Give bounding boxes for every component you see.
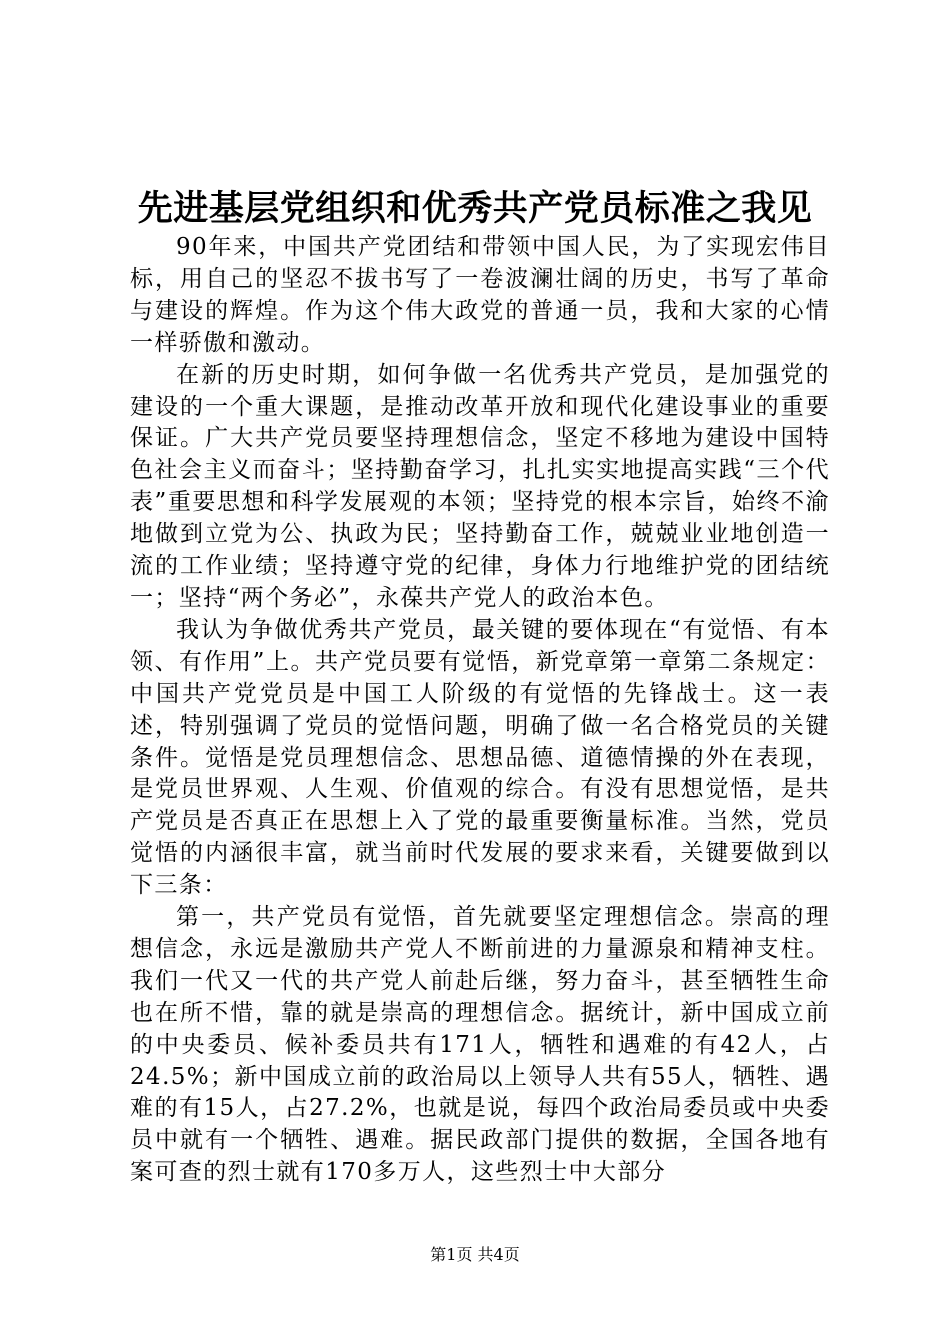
- paragraph-4: 第一，共产党员有觉悟，首先就要坚定理想信念。崇高的理想信念，永远是激励共产党人不断前进的力量源泉和精神支柱。我们一代又一代的共产党人前赴后继，努力奋斗，甚至牺牲生命也在所不惜，靠的就是崇高的理想信念。据统计，新中国成立前的中央委员、候补委员共有171人，牺牲和遇难的有42人，占24.5%；新中国成立前的政治局以上领导人共有55人，牺牲、遇难的有15人，占27.2%，也就是说，每四个政治局委员或中央委员中就有一个牺牲、遇难。据民政部门提供的数据，全国各地有案可查的烈士就有170多万人，这些烈士中大部分: [130, 904, 830, 1186]
- paragraph-1: 90年来，中国共产党团结和带领中国人民，为了实现宏伟目标，用自己的坚忍不拔书写了一卷波澜壮阔的历史，书写了革命与建设的辉煌。作为这个伟大政党的普通一员，我和大家的心情一样骄傲和激动。: [130, 234, 830, 356]
- paragraph-2: 在新的历史时期，如何争做一名优秀共产党员，是加强党的建设的一个重大课题，是推动改革开放和现代化建设事业的重要保证。广大共产党员要坚持理想信念，坚定不移地为建设中国特色社会主义而奋斗；坚持勤奋学习，扎扎实实地提高实践“三个代表”重要思想和科学发展观的本领；坚持党的根本宗旨，始终不渝地做到立党为公、执政为民；坚持勤奋工作，兢兢业业地创造一流的工作业绩；坚持遵守党的纪律，身体力行地维护党的团结统一；坚持“两个务必”，永葆共产党人的政治本色。: [130, 361, 830, 611]
- document-title: 先进基层党组织和优秀共产党员标准之我见: [137, 188, 813, 229]
- paragraph-3: 我认为争做优秀共产党员，最关键的要体现在“有觉悟、有本领、有作用”上。共产党员要有觉悟，新党章第一章第二条规定：中国共产党党员是中国工人阶级的有觉悟的先锋战士。这一表述，特别强调了党员的觉悟问题，明确了做一名合格党员的关键条件。觉悟是党员理想信念、思想品德、道德情操的外在表现，是党员世界观、人生观、价值观的综合。有没有思想觉悟，是共产党员是否真正在思想上入了党的最重要衡量标准。当然，党员觉悟的内涵很丰富，就当前时代发展的要求来看，关键要做到以下三条：: [130, 616, 830, 899]
- document-body: [130, 232, 830, 1189]
- page-number-footer: 第1页 共4页: [430, 1245, 520, 1264]
